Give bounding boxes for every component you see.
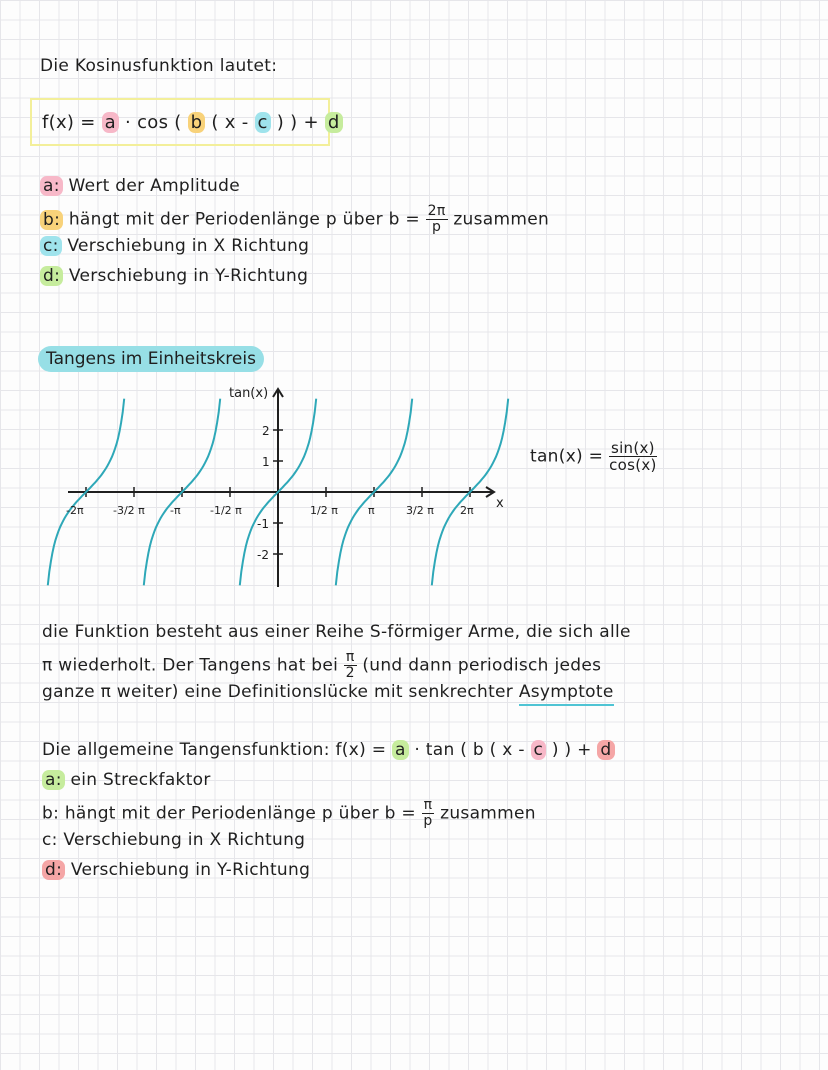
- cos-formula: f(x) = a · cos ( b ( x - c ) ) + d: [42, 112, 343, 133]
- tan-param-b: b: hängt mit der Periodenlänge p über b = $\frac{\pi}{p}$ zusammen: [42, 797, 536, 829]
- x-tick-3_2pi: 3/2 π: [406, 504, 434, 517]
- tan-general-formula: Die allgemeine Tangensfunktion: f(x) = a · tan ( b ( x - c ) ) + d: [42, 740, 615, 760]
- cos-param-c: c: Verschiebung in X Richtung: [40, 236, 309, 256]
- x-tick-mpi: -π: [170, 504, 181, 517]
- tan-graph: [0, 375, 520, 605]
- tan-param-d: d: Verschiebung in Y-Richtung: [42, 860, 310, 880]
- tan-identity: tan(x) = $\frac{\sin(x)}{\cos(x)}$: [530, 439, 657, 474]
- x-tick-m3_2pi: -3/2 π: [113, 504, 145, 517]
- cos-param-a: a: Wert der Amplitude: [40, 176, 240, 196]
- tan-period-fraction: $\frac{\pi}{p}$: [423, 797, 433, 829]
- asymptote-word: Asymptote: [519, 682, 614, 706]
- y-axis-label: tan(x): [229, 386, 269, 401]
- tan-paragraph-fraction: $\frac{\pi}{2}$: [345, 649, 355, 681]
- y-tick-1: 1: [262, 455, 270, 469]
- x-tick-2pi: 2π: [460, 504, 474, 517]
- x-axis-label: x: [496, 496, 504, 511]
- y-tick-m2: -2: [257, 548, 269, 562]
- x-tick-1_2pi: 1/2 π: [310, 504, 338, 517]
- cos-param-d: d: Verschiebung in Y-Richtung: [40, 266, 308, 286]
- tan-param-c: c: Verschiebung in X Richtung: [42, 830, 306, 850]
- tan-param-a: a: ein Streckfaktor: [42, 770, 211, 790]
- y-tick-2: 2: [262, 424, 270, 438]
- x-tick-m2pi: -2π: [66, 504, 84, 517]
- x-tick-m1_2pi: -1/2 π: [210, 504, 242, 517]
- cos-intro: Die Kosinusfunktion lautet:: [40, 56, 278, 76]
- x-tick-pi: π: [368, 504, 375, 517]
- y-tick-m1: -1: [257, 517, 269, 531]
- cos-period-fraction: $\frac{2\pi}{p}$: [427, 203, 446, 235]
- tan-paragraph-line3: ganze π weiter) eine Definitionslücke mit senkrechter Asymptote: [42, 682, 614, 702]
- tan-heading: Tangens im Einheitskreis: [38, 346, 264, 372]
- tan-paragraph-line1: die Funktion besteht aus einer Reihe S-förmiger Arme, die sich alle: [42, 622, 631, 642]
- tan-paragraph-line2: π wiederholt. Der Tangens hat bei $\frac{\pi}{2}$ (und dann periodisch jedes: [42, 649, 602, 681]
- tan-identity-fraction: $\frac{\sin(x)}{\cos(x)}$: [609, 439, 657, 474]
- cos-param-b: b: hängt mit der Periodenlänge p über b = $\frac{2\pi}{p}$ zusammen: [40, 204, 549, 235]
